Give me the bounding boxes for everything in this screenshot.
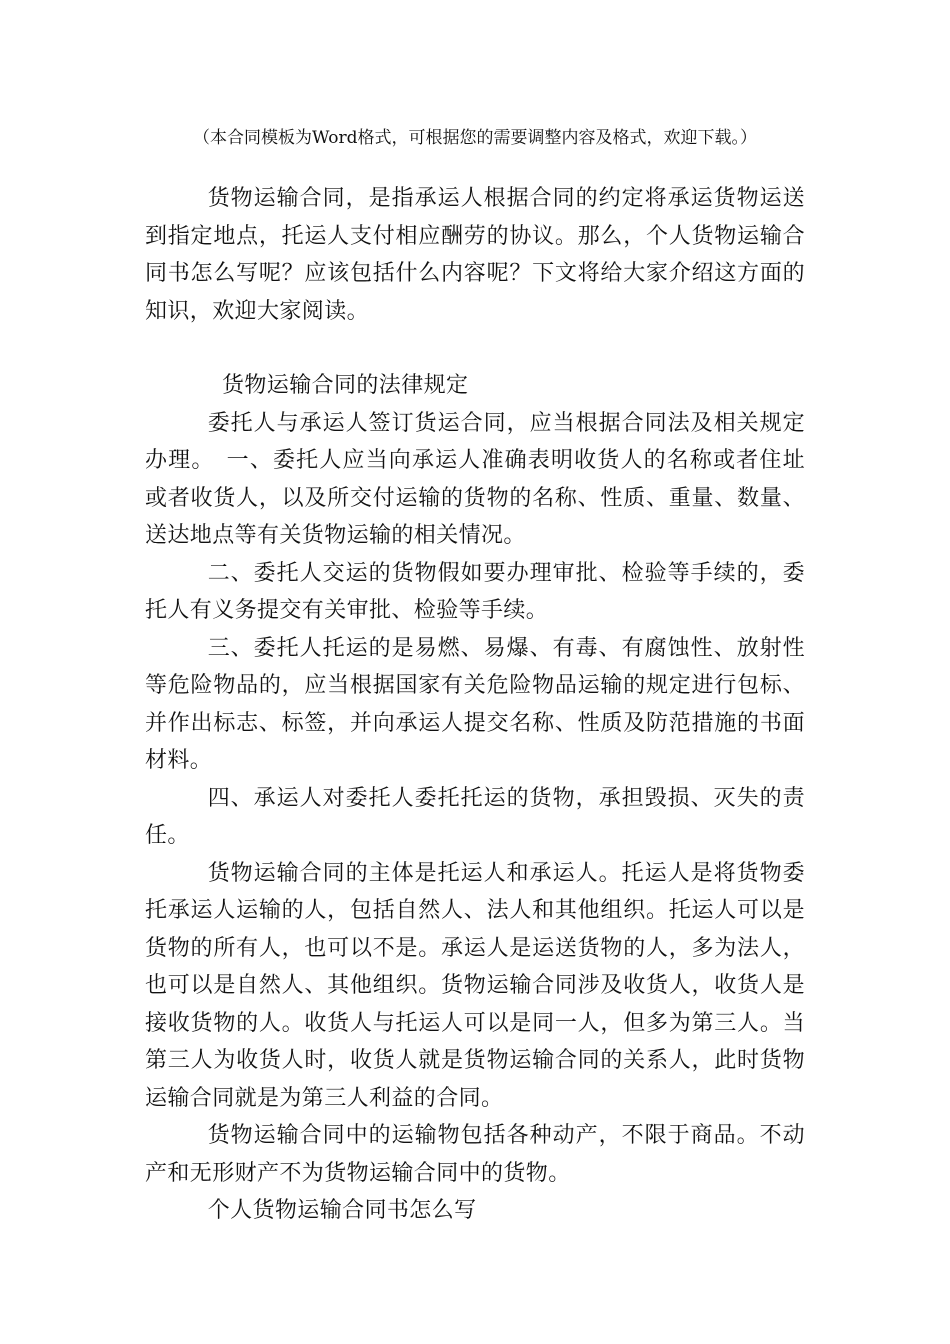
document-body <box>145 180 805 1230</box>
paragraph-clause-4: 四、承运人对委托人委托托运的货物，承担毁损、灭失的责任。 <box>145 785 805 848</box>
paragraph-clause-3: 三、委托人托运的是易燃、易爆、有毒、有腐蚀性、放射性等危险物品的，应当根据国家有关危险物品运输的规定进行包标、并作出标志、标签，并向承运人提交名称、性质及防范措施的书面材料。 <box>145 635 805 773</box>
paragraph-clause-2: 二、委托人交运的货物假如要办理审批、检验等手续的，委托人有义务提交有关审批、检验等手续。 <box>145 560 805 623</box>
intro-paragraph: 货物运输合同，是指承运人根据合同的约定将承运货物运送到指定地点，托运人支付相应酬劳的协议。那么，个人货物运输合同书怎么写呢？应该包括什么内容呢？下文将给大家介绍这方面的知识，欢迎大家阅读。 <box>145 186 805 324</box>
paragraph-transported-goods: 货物运输合同中的运输物包括各种动产，不限于商品。不动产和无形财产不为货物运输合同中的货物。 <box>145 1123 805 1186</box>
section-heading-legal-provisions: 货物运输合同的法律规定 <box>222 373 469 398</box>
template-note: （本合同模板为Word格式，可根据您的需要调整内容及格式，欢迎下载。） <box>192 128 758 148</box>
paragraph-clause-1: 委托人与承运人签订货运合同，应当根据合同法及相关规定办理。 一、委托人应当向承运人准确表明收货人的名称或者住址或者收货人，以及所交付运输的货物的名称、性质、重量、数量、送达地点等有关货物运输的相关情况。 <box>145 410 805 548</box>
section-heading-how-to-write: 个人货物运输合同书怎么写 <box>207 1198 477 1223</box>
paragraph-contract-parties: 货物运输合同的主体是托运人和承运人。托运人是将货物委托承运人运输的人，包括自然人、法人和其他组织。托运人可以是货物的所有人，也可以不是。承运人是运送货物的人，多为法人，也可以是自然人、其他组织。货物运输合同涉及收货人，收货人是接收货物的人。收货人与托运人可以是同一人，但多为第三人。当第三人为收货人时，收货人就是货物运输合同的关系人，此时货物运输合同就是为第三人利益的合同。 <box>145 860 805 1111</box>
